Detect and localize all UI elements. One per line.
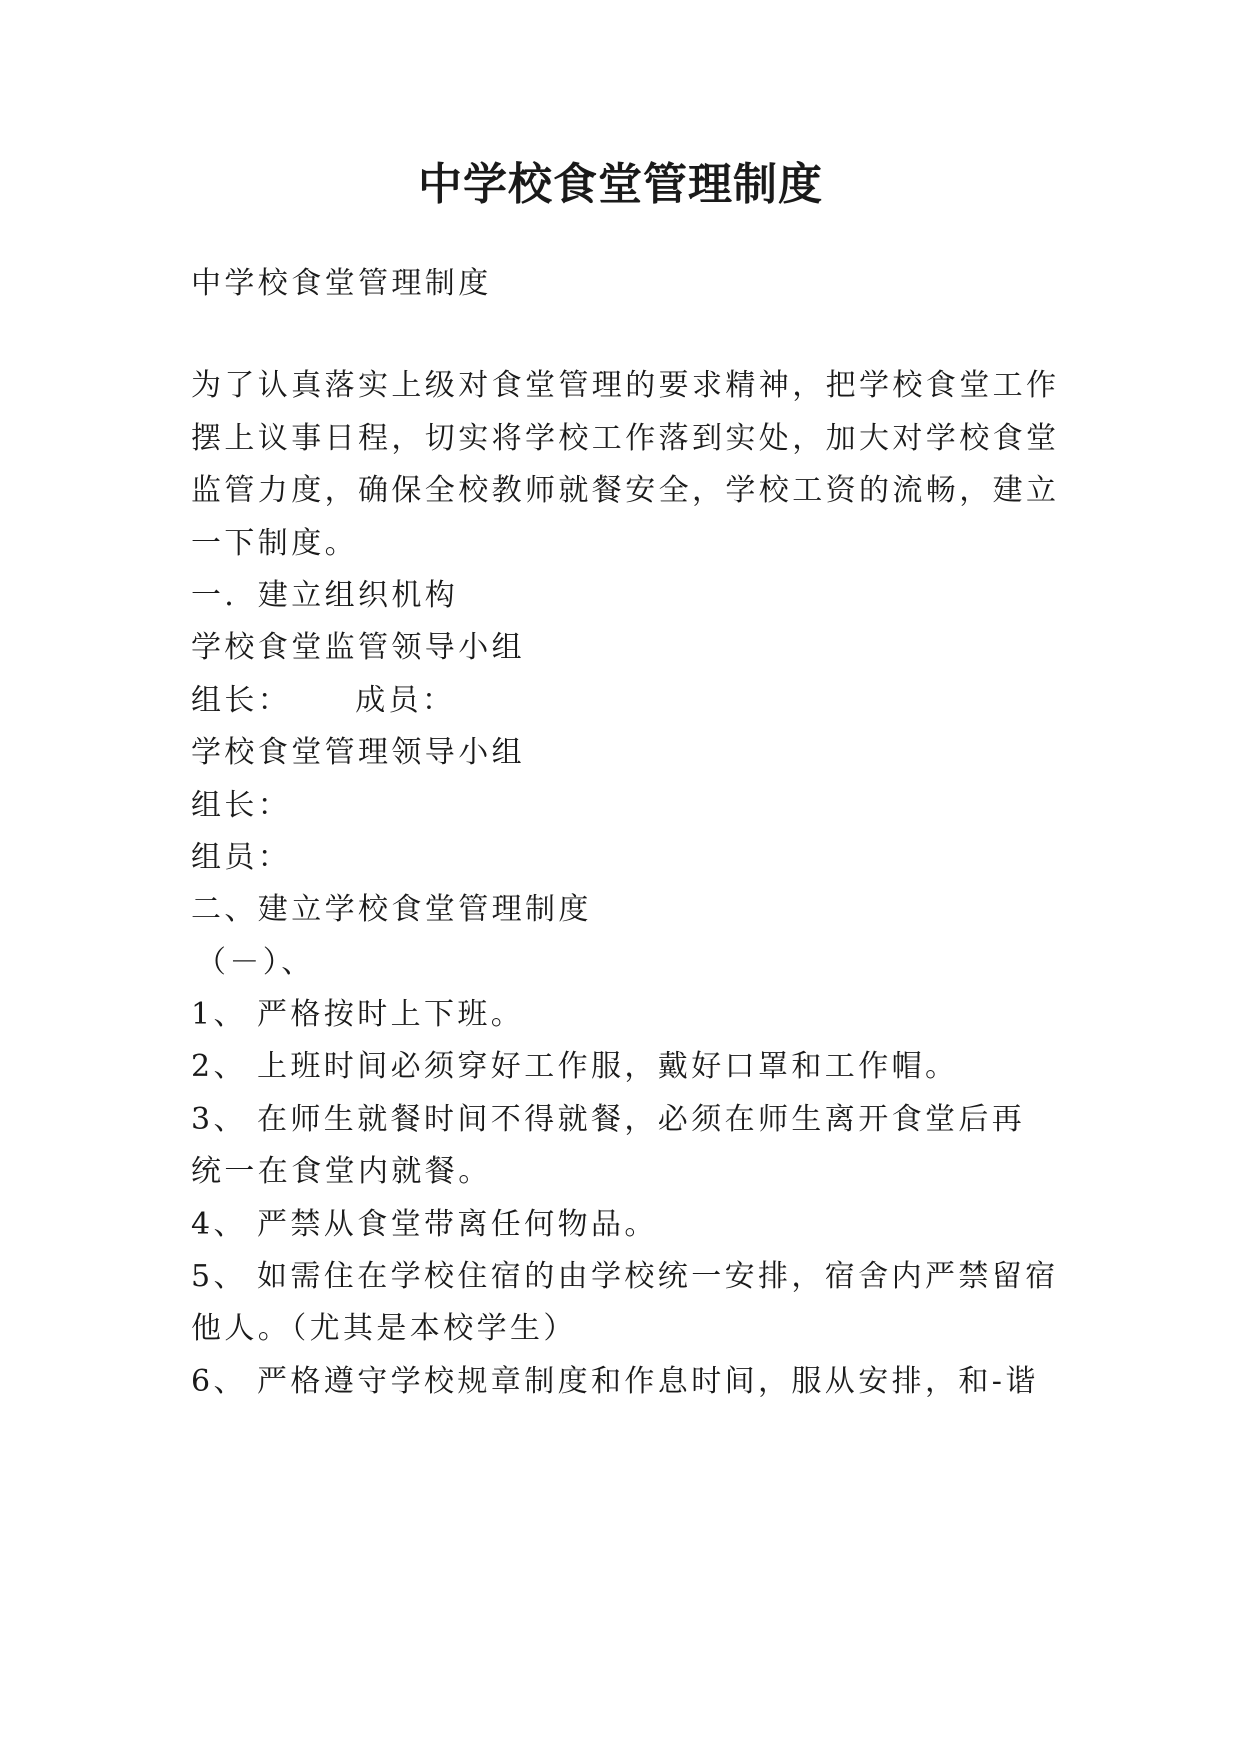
rule-number: 3、 xyxy=(191,1102,247,1137)
document-title: 中学校食堂管理制度 xyxy=(418,159,823,210)
rule-number: 5、 xyxy=(191,1259,247,1294)
subsection-marker: （－）、 xyxy=(196,945,315,980)
rule-text: 如需住在学校住宿的由学校统一安排，宿舍内严禁留宿 xyxy=(257,1259,1059,1294)
supervision-roles xyxy=(191,681,455,721)
management-members-label: 组员： xyxy=(191,840,292,875)
rule-number: 4、 xyxy=(191,1207,247,1242)
supervision-members-label: 成员： xyxy=(355,683,456,718)
rule-text: 严禁从食堂带离任何物品。 xyxy=(257,1207,658,1242)
section-1-heading: 一．建立组织机构 xyxy=(191,578,459,613)
rule-item-3-continued: 统一在食堂内就餐。 xyxy=(191,1154,492,1189)
rule-text: 严格遵守学校规章制度和作息时间，服从安排，和-谐 xyxy=(257,1364,1039,1399)
management-leader-label: 组长： xyxy=(191,788,292,823)
rule-item-3 xyxy=(191,1100,1025,1140)
rule-text: 在师生就餐时间不得就餐，必须在师生离开食堂后再 xyxy=(257,1102,1026,1137)
document-subtitle: 中学校食堂管理制度 xyxy=(191,266,492,301)
rule-text: 严格按时上下班。 xyxy=(257,997,525,1032)
rule-item-1 xyxy=(191,995,524,1035)
rule-item-4 xyxy=(191,1205,658,1245)
rule-number: 2、 xyxy=(191,1049,247,1084)
intro-line-2: 摆上议事日程，切实将学校工作落到实处，加大对学校食堂 xyxy=(191,421,1060,456)
rule-number: 6、 xyxy=(191,1364,247,1399)
intro-line-3: 监管力度，确保全校教师就餐安全，学校工资的流畅，建立 xyxy=(191,473,1060,508)
rule-number: 1、 xyxy=(191,997,247,1032)
section-2-heading: 二、建立学校食堂管理制度 xyxy=(191,892,592,927)
rule-item-6 xyxy=(191,1362,1039,1402)
intro-line-1: 为了认真落实上级对食堂管理的要求精神，把学校食堂工作 xyxy=(191,368,1060,403)
supervision-leader-label: 组长： xyxy=(191,683,292,718)
intro-line-4: 一下制度。 xyxy=(191,526,358,561)
rule-text: 上班时间必须穿好工作服，戴好口罩和工作帽。 xyxy=(257,1049,959,1084)
rule-item-2 xyxy=(191,1047,958,1087)
supervision-group-title: 学校食堂监管领导小组 xyxy=(191,630,525,665)
rule-item-5-continued: 他人。（尤其是本校学生） xyxy=(191,1311,577,1346)
management-group-title: 学校食堂管理领导小组 xyxy=(191,735,525,770)
rule-item-5 xyxy=(191,1257,1059,1297)
